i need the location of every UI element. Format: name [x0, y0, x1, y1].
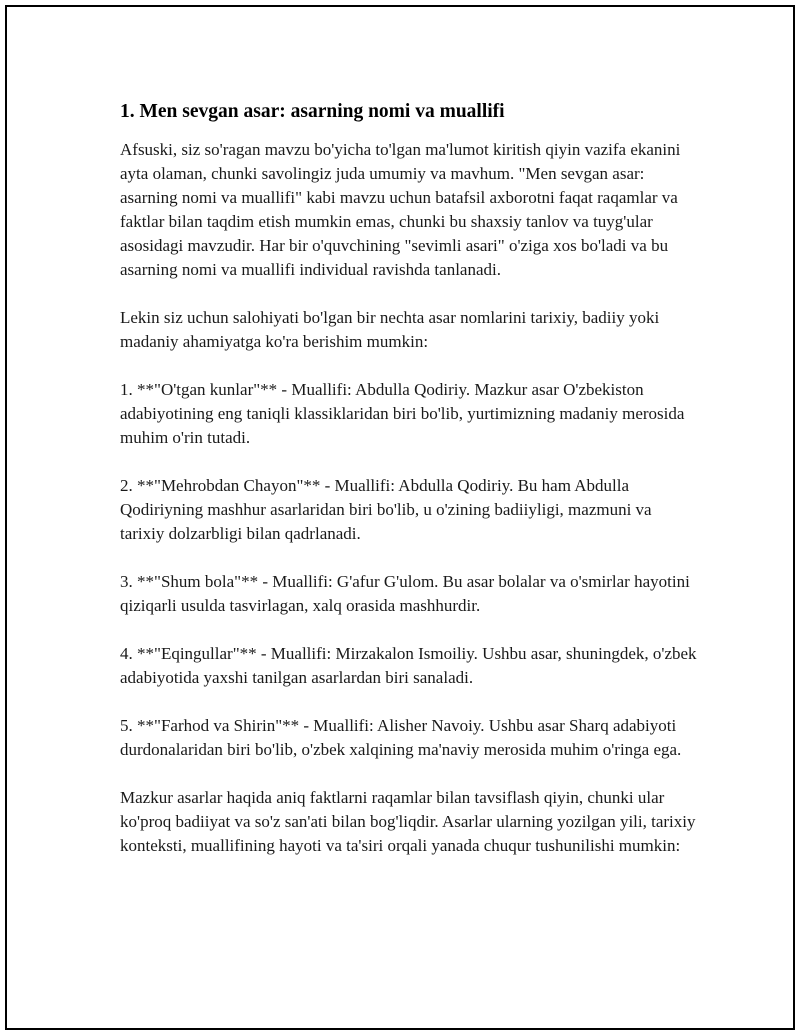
list-item-1: 1. **"O'tgan kunlar"** - Muallifi: Abdulla Qodiriy. Mazkur asar O'zbekiston adabiyotining eng taniqli klassiklaridan biri bo'lib, yurtimizning madaniy merosida muhim o'rin tutadi. [120, 380, 685, 447]
closing-paragraph: Mazkur asarlar haqida aniq faktlarni raqamlar bilan tavsiflash qiyin, chunki ular ko'proq badiiyat va so'z san'ati bilan bog'liqdir. Asarlar ularning yozilgan yili, tarixiy konteksti, muallifining hayoti va ta'siri orqali yanada chuqur tushunilishi mumkin: [120, 788, 696, 855]
intro-paragraph: Afsuski, siz so'ragan mavzu bo'yicha to'lgan ma'lumot kiritish qiyin vazifa ekanini ayta olaman, chunki savolingiz juda umumiy va mavhum. "Men sevgan asar: asarning nomi va muallifi" kabi mavzu uchun batafsil axborotni faqat raqamlar va faktlar bilan taqdim etish mumkin emas, chunki bu shaxsiy tanlov va tuyg'ular asosidagi mavzudir. Har bir o'quvchining "sevimli asari" o'ziga xos bo'ladi va bu asarning nomi va muallifi individual ravishda tanlanadi. [120, 140, 681, 279]
list-item-3: 3. **"Shum bola"** - Muallifi: G'afur G'ulom. Bu asar bolalar va o'smirlar hayotini qiziqarli usulda tasvirlagan, xalq orasida mashhurdir. [120, 572, 690, 615]
document-heading: 1. Men sevgan asar: asarning nomi va muallifi [120, 101, 505, 122]
document-body [120, 97, 700, 882]
list-item-4: 4. **"Eqingullar"** - Muallifi: Mirzakalon Ismoiliy. Ushbu asar, shuningdek, o'zbek adabiyotida yaxshi tanilgan asarlardan biri sanaladi. [120, 644, 697, 687]
list-item-2: 2. **"Mehrobdan Chayon"** - Muallifi: Abdulla Qodiriy. Bu ham Abdulla Qodiriyning mashhur asarlaridan biri bo'lib, u o'zining badiiyligi, mazmuni va tarixiy dolzarbligi bilan qadrlanadi. [120, 476, 652, 543]
lead-in-paragraph: Lekin siz uchun salohiyati bo'lgan bir nechta asar nomlarini tarixiy, badiiy yoki madaniy ahamiyatga ko'ra berishim mumkin: [120, 308, 660, 351]
list-item-5: 5. **"Farhod va Shirin"** - Muallifi: Alisher Navoiy. Ushbu asar Sharq adabiyoti durdonalaridan biri bo'lib, o'zbek xalqining ma'naviy merosida muhim o'ringa ega. [120, 716, 682, 759]
page-frame [5, 5, 795, 1030]
